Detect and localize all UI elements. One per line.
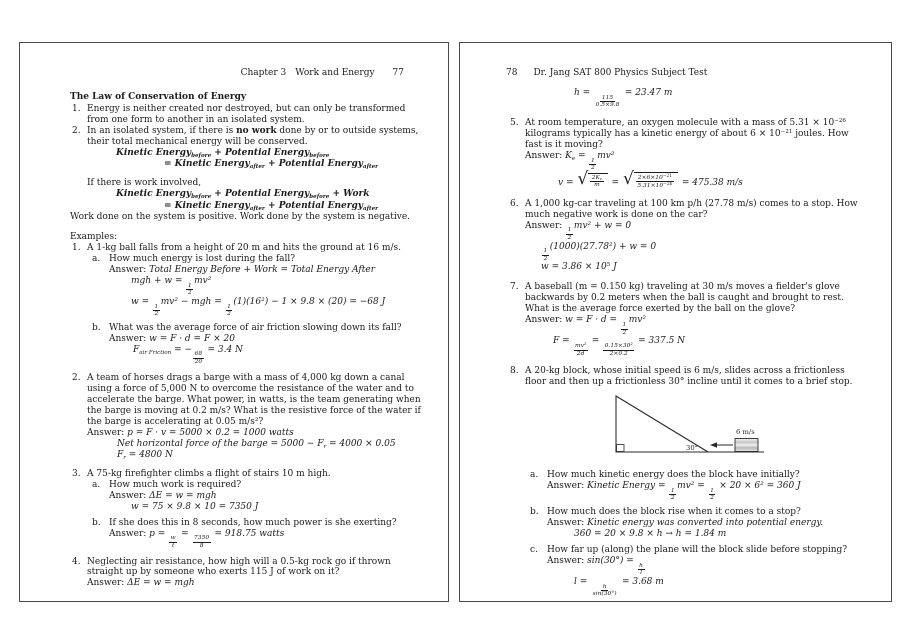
fraction: $\frac{\text{0.15×30²}}{2\times 0.2}$ bbox=[604, 341, 633, 357]
text-line: c. How far up (along) the plane will the block slide before stopping? bbox=[530, 544, 848, 555]
right-angle-marker bbox=[617, 445, 625, 452]
fraction: $\frac{w}{t}$ bbox=[170, 534, 176, 549]
book-title: Dr. Jang SAT 800 Physics Subject Test bbox=[533, 68, 708, 78]
fraction: $\frac{1}{2}$ bbox=[154, 302, 159, 318]
fraction: $\frac{1}{2}$ bbox=[543, 247, 548, 262]
angle-label: 30° bbox=[686, 444, 699, 453]
fraction: $\frac{1}{2}$ bbox=[227, 302, 231, 318]
list-marker: 1. bbox=[72, 103, 81, 114]
list-marker: c. bbox=[530, 544, 538, 555]
right-page-content bbox=[508, 88, 859, 598]
text-line: If there is work involved, bbox=[87, 177, 202, 188]
list-marker: b. bbox=[92, 322, 101, 333]
text-line: Work done on the system is positive. Work done by the system is negative. bbox=[70, 212, 411, 223]
spacer bbox=[508, 357, 859, 366]
text-line: Kinetic Energybefore + Potential Energybefore bbox=[116, 147, 330, 159]
right-page-header bbox=[506, 68, 859, 79]
text-line: Answer: Kinetic Energy = $\frac{1}{2}$ mv² = $\frac{1}{2}$ × 20 × 6² = 360 J bbox=[547, 481, 801, 502]
fraction: $\frac{1}{2}$ bbox=[710, 486, 714, 502]
spacer bbox=[70, 223, 424, 232]
square-root: √ $\frac{2\times 6\times 10^{-21}}{5.31\times 10^{-26}}$ bbox=[623, 172, 678, 190]
incline-diagram bbox=[508, 393, 859, 463]
spacer bbox=[508, 190, 859, 199]
fraction: $\frac{1}{2}$ bbox=[622, 321, 627, 336]
right-page bbox=[459, 42, 892, 602]
text-line: 3. A 75-kg firefighter climbs a flight of stairs 10 m high. bbox=[72, 468, 331, 479]
fraction: $\frac{1}{2}$ bbox=[187, 281, 192, 297]
left-page bbox=[19, 42, 449, 602]
list-marker: 2. bbox=[72, 372, 81, 383]
text-line: a. How much energy is lost during the fall? bbox=[92, 254, 296, 264]
list-marker: 6. bbox=[510, 198, 519, 209]
text-line: Answer: p = F · v = 5000 × 0.2 = 1000 watts bbox=[87, 427, 294, 438]
text-line: 7. A baseball (m = 0.150 kg) traveling at 30 m/s moves a fielder's glove backwards by 0.2 meters when the ball is caught and brought to rest. What is the average force exerted by the ball on the glove? bbox=[510, 282, 844, 315]
text-line: 2. A team of horses drags a barge with a mass of 4,000 kg down a canal using a force of 5,000 N to overcome the resistance of the water and to accelerate the barge. What power, in watts, is the team generating when the barge is moving at 0.2 m/s? What is the resistive force of the water if the barge is accelerating at 0.05 m/s²? bbox=[72, 372, 421, 427]
chapter-section-title: Work and Energy bbox=[295, 68, 375, 78]
fraction: $\frac{1}{2}$ bbox=[567, 226, 572, 241]
text-line: a. How much work is required? bbox=[92, 479, 242, 490]
list-marker: b. bbox=[92, 517, 101, 528]
list-marker: 2. bbox=[72, 125, 81, 136]
text-line: 8. A 20-kg block, whose initial speed is 6 m/s, slides across a frictionless floor and then up a frictionless 30° incline until it comes to a brief stop. bbox=[510, 366, 853, 388]
text-line: Answer: w = F · d = F × 20 bbox=[109, 333, 235, 344]
list-marker: 3. bbox=[72, 468, 81, 479]
fraction: $\frac{7350}{8}$ bbox=[194, 534, 210, 549]
text-line: Answer: sin(30°) = $\frac{h}{l}$ bbox=[547, 555, 643, 577]
left-page-content bbox=[70, 92, 424, 589]
fraction: $\frac{68}{20}$ bbox=[194, 350, 203, 366]
text-line: 5. At room temperature, an oxygen molecule with a mass of $5.31 \times 10^{-26}$ kilograms typically has a kinetic energy of about $6 \times 10^{-21}$ joules. How fast is it moving? bbox=[510, 117, 849, 150]
text-line: Net horizontal force of the barge = 5000 − Fr = 4000 × 0.05 bbox=[117, 438, 396, 450]
fraction: $\frac{2\times 6\times 10^{-21}}{5.31\times 10^{-26}}$ bbox=[637, 173, 673, 189]
list-marker: 5. bbox=[510, 117, 519, 128]
text-line: Kinetic Energybefore + Potential Energybefore + Work bbox=[116, 188, 370, 200]
list-marker: 1. bbox=[72, 243, 81, 254]
text-line: l = $\frac{h}{\sin(30^\circ)}$ = 3.68 m bbox=[574, 576, 664, 598]
text-line: v = √ $\frac{2Ke}{m}$ = √ $\frac{2\times 6\times 10^{-21}}{5.31\times 10^{-26}}$ = 475.38 m/s bbox=[558, 168, 743, 189]
text-line: $w = 3.86 \times 10^5$ J bbox=[541, 262, 617, 273]
text-line: 1. Energy is neither created nor destroyed, but can only be transformed from one form to another in an isolated system. bbox=[72, 103, 406, 125]
text-line: 360 = 20 × 9.8 × h → h = 1.84 m bbox=[574, 529, 727, 540]
spacer bbox=[508, 109, 859, 118]
fraction: $\frac{h}{l}$ bbox=[639, 561, 643, 577]
text-line: w = 75 × 9.8 × 10 = 7350 J bbox=[131, 501, 259, 512]
fraction: $\frac{1}{2}$ bbox=[590, 156, 595, 172]
text-line: Answer: Ke = $\frac{1}{2}$ mv² bbox=[525, 150, 615, 172]
text-line: 6. A 1,000 kg-car traveling at 100 km p/h (27.78 m/s) comes to a stop. How much negative work is done on the car? bbox=[510, 198, 858, 220]
text-line: 2. In an isolated system, if there is no work done by or to outside systems, their total mechanical energy will be conserved. bbox=[72, 125, 419, 147]
text-line: h = $\frac{115}{0.5\times 9.8}$ = 23.47 m bbox=[574, 87, 673, 109]
text-line: $\frac{1}{2}$ (1000)(27.78²) + w = 0 bbox=[543, 241, 657, 262]
text-line: Fair Friction = − $\frac{68}{20}$ = 3.4 N bbox=[133, 344, 243, 366]
text-line: Answer: p = $\frac{w}{t}$ = $\frac{7350}{8}$ = 918.75 watts bbox=[109, 528, 285, 549]
text-line: Answer: Total Energy Before + Work = Total Energy After bbox=[109, 264, 376, 275]
text-line: Answer: ΔE = w = mgh bbox=[109, 490, 217, 501]
text-line: = Kinetic Energyafter + Potential Energyafter bbox=[164, 159, 379, 171]
text-line: Answer: ΔE = w = mgh bbox=[87, 578, 195, 589]
square-root: √ $\frac{2Ke}{m}$ bbox=[577, 173, 607, 189]
spacer bbox=[70, 462, 424, 469]
spacer bbox=[70, 171, 424, 178]
text-line: Answer: w = F · d = $\frac{1}{2}$ mv² bbox=[525, 315, 646, 336]
fraction: $\frac{115}{0.5\times 9.8}$ bbox=[595, 93, 620, 109]
text-line: Fr = 4800 N bbox=[117, 450, 173, 461]
text-line: F = $\frac{\text{mv²}}{2d}$ = $\frac{\text{0.15×30²}}{2\times 0.2}$ = 337.5 N bbox=[553, 336, 686, 357]
left-page-header bbox=[70, 68, 404, 79]
fraction: $\frac{\text{mv²}}{2d}$ bbox=[575, 341, 587, 357]
fraction: $\frac{1}{2}$ bbox=[670, 486, 675, 502]
fraction: $\frac{2Ke}{m}$ bbox=[591, 173, 603, 189]
text-line: a. How much kinetic energy does the block have initially? bbox=[530, 470, 800, 481]
text-line: w = $\frac{1}{2}$ mv² − mgh = $\frac{1}{2}$ (1)(16²) − 1 × 9.8 × (20) = −68 J bbox=[131, 296, 386, 318]
speed-label: 6 m/s bbox=[736, 428, 755, 437]
text-line: 4. Neglecting air resistance, how high will a 0.5-kg rock go if thrown straight up by someone who exerts 115 J of work on it? bbox=[72, 556, 391, 578]
fraction: $\frac{h}{\sin(30^\circ)}$ bbox=[592, 582, 617, 598]
section-title: The Law of Conservation of Energy bbox=[70, 91, 247, 102]
list-marker: 7. bbox=[510, 282, 519, 293]
text-line: Examples: bbox=[70, 232, 118, 243]
list-marker: a. bbox=[92, 479, 101, 490]
velocity-arrowhead bbox=[710, 442, 717, 448]
right-page-number: 78 bbox=[506, 68, 518, 78]
list-marker: b. bbox=[530, 507, 539, 518]
text-line: Answer: Kinetic energy was converted into potential energy. bbox=[547, 518, 824, 529]
text-line: b. How much does the block rise when it comes to a stop? bbox=[530, 507, 801, 518]
text-line: 1. A 1-kg ball falls from a height of 20 m and hits the ground at 16 m/s. bbox=[72, 243, 401, 254]
block bbox=[735, 439, 758, 452]
left-page-number: 77 bbox=[392, 68, 404, 78]
text-line: Answer: $\frac{1}{2}$ mv² + w = 0 bbox=[525, 220, 632, 241]
text-line: b. What was the average force of air friction slowing down its fall? bbox=[92, 322, 402, 333]
chapter-label: Chapter 3 bbox=[240, 68, 287, 78]
list-marker: 8. bbox=[510, 366, 519, 377]
spacer bbox=[70, 550, 424, 557]
text-line: b. If she does this in 8 seconds, how much power is she exerting? bbox=[92, 517, 397, 528]
text-line: = Kinetic Energyafter + Potential Energyafter bbox=[164, 200, 379, 212]
list-marker: 4. bbox=[72, 556, 81, 567]
text-line: mgh + w = $\frac{1}{2}$ mv² bbox=[131, 275, 212, 297]
incline-diagram-svg bbox=[604, 393, 772, 459]
list-marker: a. bbox=[92, 254, 101, 264]
list-marker: a. bbox=[530, 470, 539, 481]
spacer bbox=[70, 366, 424, 373]
